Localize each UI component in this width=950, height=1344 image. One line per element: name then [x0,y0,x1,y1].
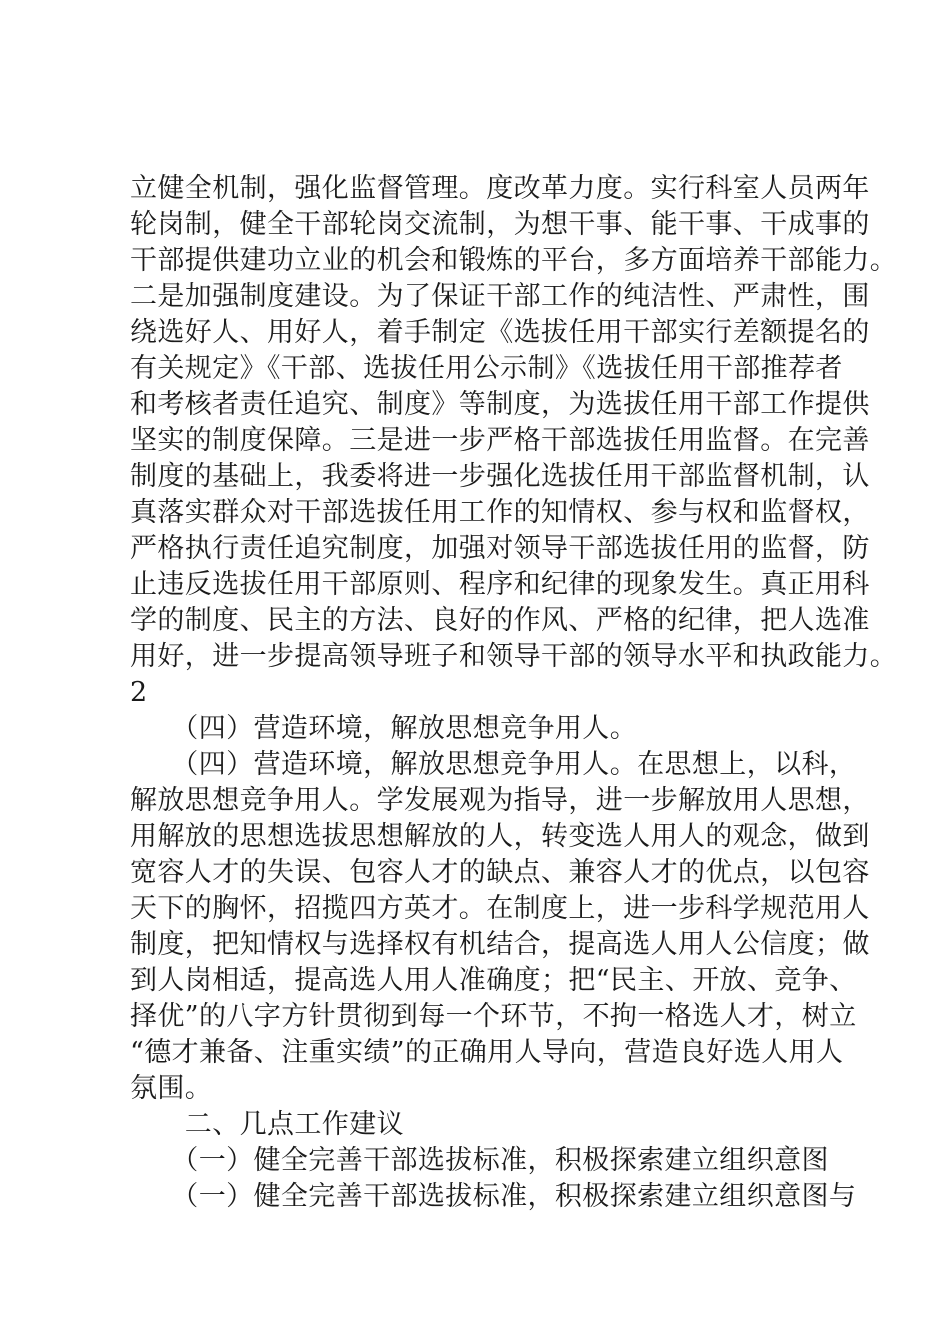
text-line: 宽容人才的失误、包容人才的缺点、兼容人才的优点，以包容 [130,857,870,888]
text-line: 严格执行责任追究制度，加强对领导干部选拔任用的监督，防 [130,533,870,564]
text-line: 有关规定》《干部、选拔任用公示制》《选拔任用干部推荐者 [130,353,843,384]
text-line: 制度，把知情权与选择权有机结合，提高选人用人公信度；做 [130,929,870,960]
text-line: 解放思想竞争用人。学发展观为指导，进一步解放用人思想， [130,785,870,816]
text-line: 立健全机制，强化监督管理。度改革力度。实行科室人员两年 [130,173,870,204]
text-line: 坚实的制度保障。三是进一步严格干部选拔任用监督。在完善 [130,425,870,456]
text-line: 氛围。 [130,1073,213,1104]
text-line: （一）健全完善干部选拔标准，积极探索建立组织意图与 [130,1181,857,1212]
text-line: 择优”的八字方针贯彻到每一个环节，不拘一格选人才，树立 [130,1001,857,1032]
text-line: 用解放的思想选拔思想解放的人，转变选人用人的观念，做到 [130,821,870,852]
text-line: 真落实群众对干部选拔任用工作的知情权、参与权和监督权， [130,497,870,528]
section-heading: （四）营造环境，解放思想竞争用人。 [130,713,638,744]
text-line: 绕选好人、用好人，着手制定《选拔任用干部实行差额提名的 [130,317,870,348]
text-line: 制度的基础上，我委将进一步强化选拔任用干部监督机制，认 [130,461,870,492]
text-line: 和考核者责任追究、制度》等制度，为选拔任用干部工作提供 [130,389,870,420]
text-line: 二是加强制度建设。为了保证干部工作的纯洁性、严肃性，围 [130,281,870,312]
text-line: 止违反选拔任用干部原则、程序和纪律的现象发生。真正用科 [130,569,870,600]
text-line: 学的制度、民主的方法、良好的作风、严格的纪律，把人选准 [130,605,870,636]
text-line: 天下的胸怀，招揽四方英才。在制度上，进一步科学规范用人 [130,893,870,924]
text-line: “德才兼备、注重实绩”的正确用人导向，营造良好选人用人 [130,1037,844,1068]
text-line: 用好，进一步提高领导班子和领导干部的领导水平和执政能力。 [130,641,898,672]
text-line: 到人岗相适，提高选人用人准确度；把“民主、开放、竞争、 [130,965,857,996]
section-heading: 二、几点工作建议 [130,1109,404,1140]
section-heading: （一）健全完善干部选拔标准，积极探索建立组织意图 [130,1145,829,1176]
text-line: 干部提供建功立业的机会和锻炼的平台，多方面培养干部能力。 [130,245,898,276]
text-line: 轮岗制，健全干部轮岗交流制，为想干事、能干事、干成事的 [130,209,870,240]
text-line: （四）营造环境，解放思想竞争用人。在思想上，以科， [130,749,857,780]
page-marker: 2 [130,677,148,708]
